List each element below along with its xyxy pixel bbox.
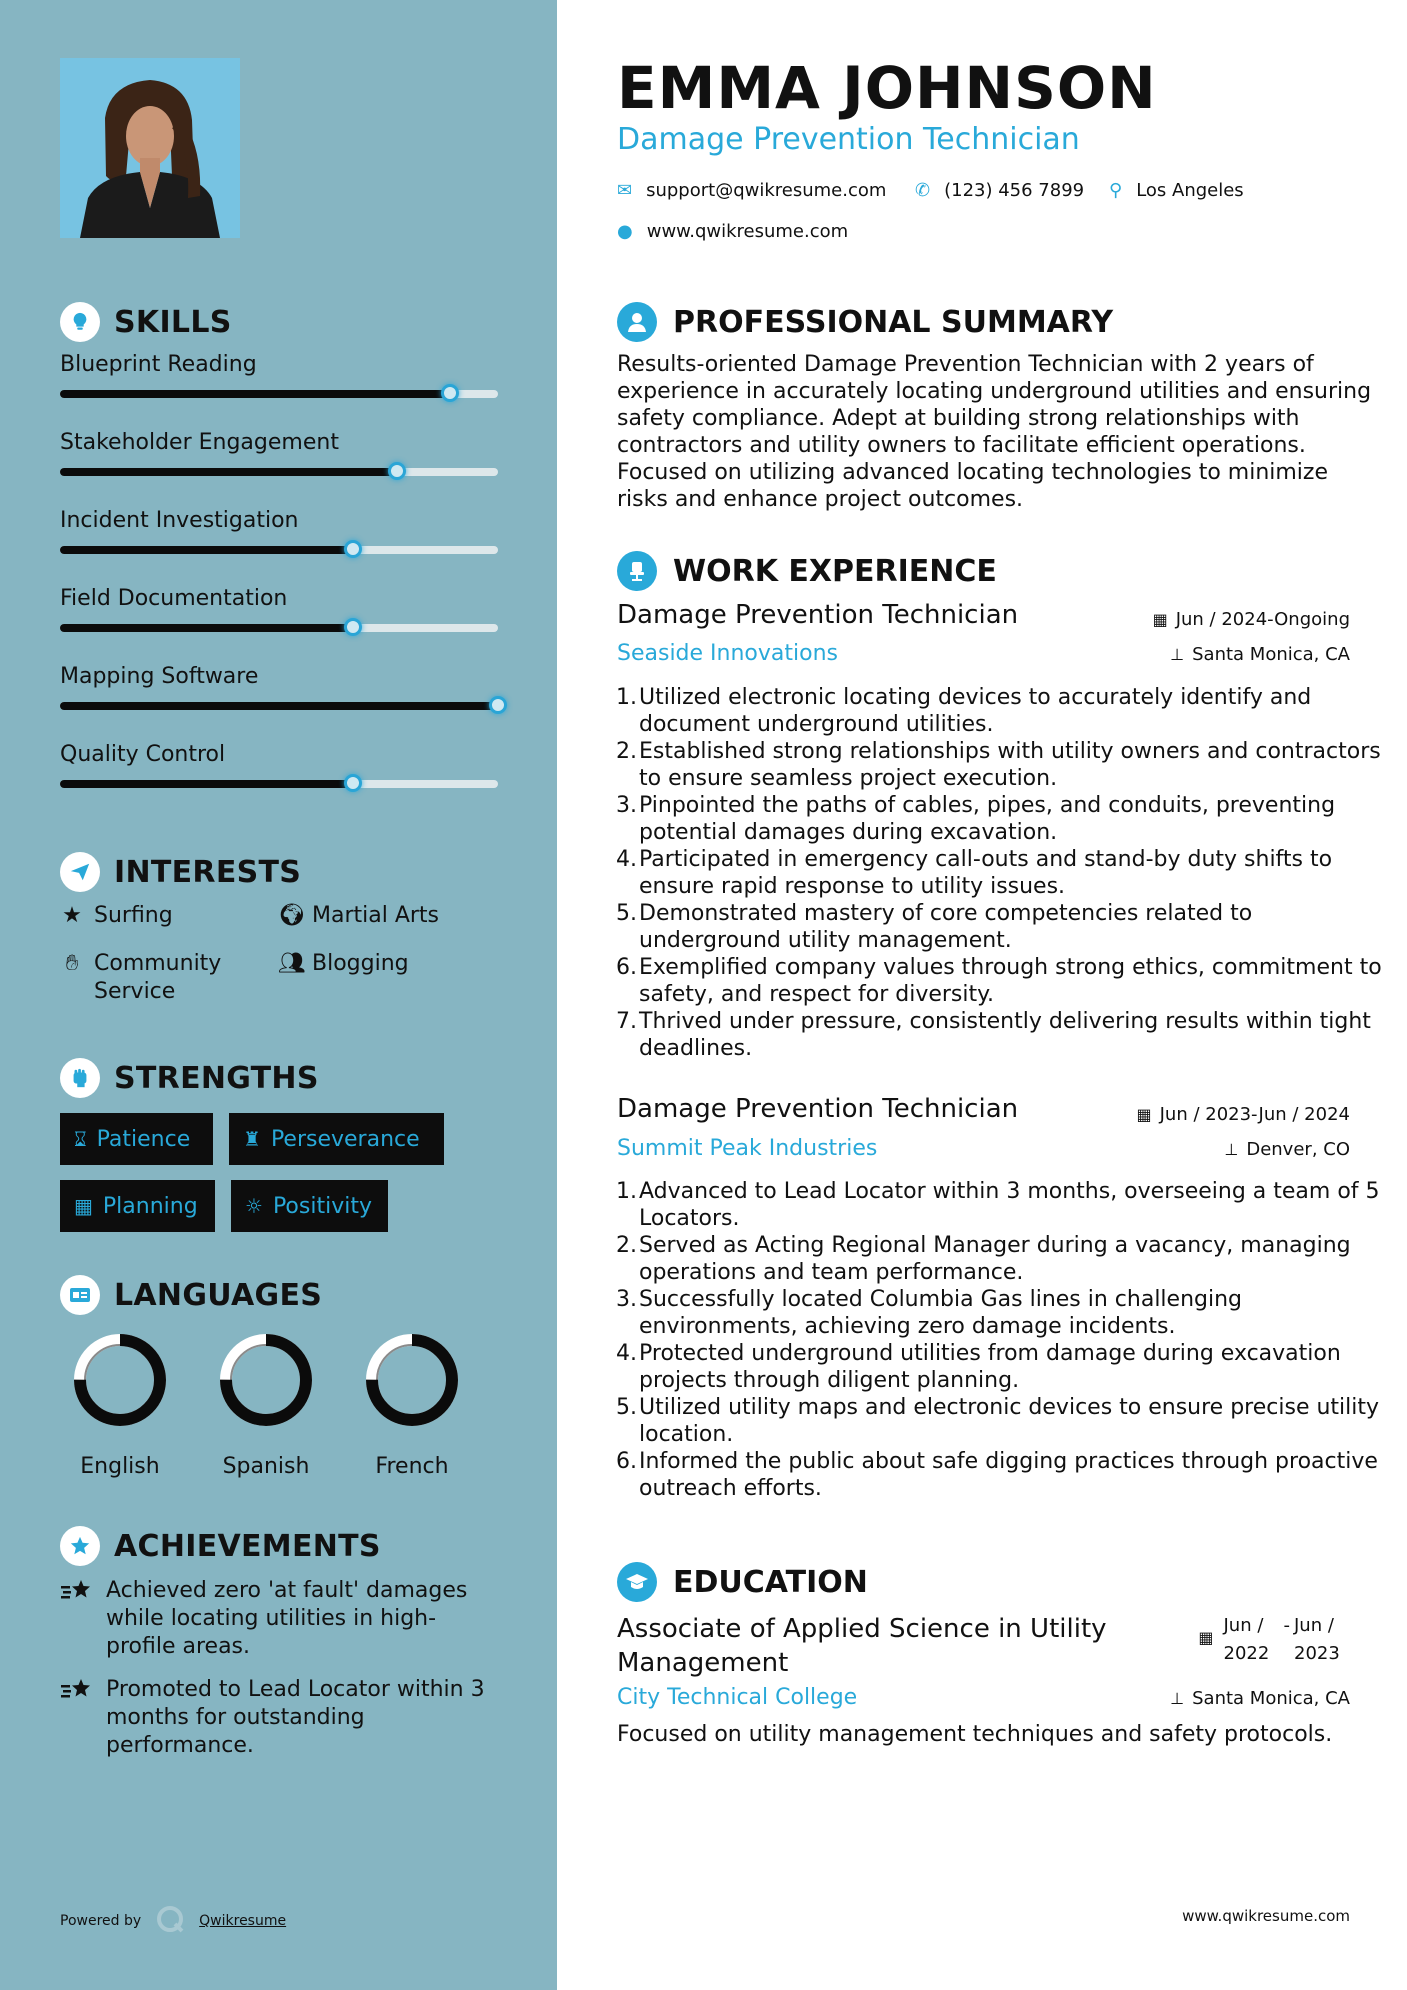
main-column — [557, 0, 1407, 1990]
skill-bar-track — [60, 780, 498, 788]
skill-bar-fill — [60, 624, 353, 632]
calendar-icon: ▦ — [74, 1194, 93, 1218]
skill-bar-knob — [441, 384, 459, 402]
skill-bar-knob — [344, 774, 362, 792]
strength-label: Patience — [96, 1126, 191, 1152]
interest-item — [278, 902, 439, 930]
achievement-text: Achieved zero 'at fault' damages while locating utilities in high-profile areas. — [106, 1578, 468, 1659]
experience-title: WORK EXPERIENCE — [673, 553, 997, 589]
interests-header — [60, 852, 301, 892]
languages-header — [60, 1275, 322, 1315]
list-item: 4. Participated in emergency call-outs and stand-by duty shifts to ensure rapid response to utility issues. — [612, 846, 1392, 900]
profile-photo — [60, 58, 240, 238]
duty-text: Established strong relationships with utility owners and contractors to ensure seamless project execution. — [639, 739, 1381, 791]
website-text: www.qwikresume.com — [646, 221, 849, 242]
job-dates-text: Jun / 2024-Ongoing — [1175, 609, 1350, 630]
duty-text: Demonstrated mastery of core competencies related to underground utility management. — [639, 901, 1253, 953]
graduation-cap-icon — [617, 1562, 657, 1602]
job-company: Seaside Innovations — [617, 641, 838, 666]
interest-item — [278, 950, 409, 978]
strength-label: Positivity — [272, 1193, 372, 1219]
summary-text: Results-oriented Damage Prevention Technician with 2 years of experience in accurately locating underground utilities and ensuring safety compliance. Adept at building strong relationships with contractors and utility owners to facilitate efficient operations. Focused on utilizing advanced locating technologies to minimize risks and enhance project outcomes. — [617, 352, 1372, 512]
list-item: 1. Utilized electronic locating devices to accurately identify and document underground utilities. — [612, 684, 1392, 738]
interest-label: Blogging — [312, 951, 409, 976]
calendar-icon: ▦ — [1198, 1628, 1214, 1647]
qwikresume-link[interactable]: Qwikresume — [199, 1913, 287, 1929]
list-item: 7. Thrived under pressure, consistently delivering results within tight deadlines. — [612, 1008, 1392, 1062]
list-item: 6. Informed the public about safe digging practices through proactive outreach efforts. — [612, 1448, 1392, 1502]
skill-bar-fill — [60, 702, 498, 710]
achievements-title: ACHIEVEMENTS — [114, 1528, 381, 1564]
degree-title: Associate of Applied Science in Utility Management — [617, 1614, 1107, 1678]
skill-bar-knob — [489, 696, 507, 714]
job-location — [1224, 1139, 1350, 1160]
skill-bar-fill — [60, 780, 353, 788]
list-item: 3. Pinpointed the paths of cables, pipes, and conduits, preventing potential damages during excavation. — [612, 792, 1392, 846]
email-text: support@qwikresume.com — [646, 180, 887, 201]
education-description: Focused on utility management techniques and safety protocols. — [617, 1722, 1333, 1747]
skill-bar-fill — [60, 468, 397, 476]
education-title: EDUCATION — [673, 1564, 868, 1600]
summary-title: PROFESSIONAL SUMMARY — [673, 304, 1114, 340]
footer-website[interactable]: www.qwikresume.com — [1182, 1907, 1350, 1925]
contact-email[interactable] — [617, 180, 886, 201]
job-title: Damage Prevention Technician — [617, 600, 1019, 630]
duty-text: Pinpointed the paths of cables, pipes, and conduits, preventing potential damages during excavation. — [639, 793, 1336, 845]
calendar-icon: ▦ — [1152, 610, 1168, 629]
envelope-icon: ✉ — [617, 180, 633, 201]
skill-item — [60, 352, 500, 377]
skill-bar-knob — [344, 540, 362, 558]
globe-icon: ● — [617, 221, 633, 242]
fist-icon — [60, 1058, 100, 1098]
pushpin-icon: ⊥ — [1170, 1689, 1185, 1708]
language-item — [206, 1332, 326, 1479]
languages-title: LANGUAGES — [114, 1277, 323, 1313]
skill-bar-knob — [344, 618, 362, 636]
skills-title: SKILLS — [114, 304, 232, 340]
skill-name: Blueprint Reading — [60, 352, 257, 377]
shooting-star-icon — [60, 1676, 96, 1760]
candidate-role: Damage Prevention Technician — [617, 122, 1080, 157]
job-title: Damage Prevention Technician — [617, 1094, 1019, 1124]
education-header — [617, 1562, 868, 1602]
education-date-separator: - — [1283, 1615, 1290, 1636]
skill-name: Stakeholder Engagement — [60, 430, 339, 455]
strength-chip — [229, 1113, 444, 1165]
skill-bar-track — [60, 702, 498, 710]
achievement-item — [60, 1676, 500, 1760]
language-donut — [72, 1332, 168, 1428]
star-icon: ★ — [62, 903, 82, 928]
pushpin-icon: ⊥ — [1224, 1140, 1239, 1159]
achievement-item — [60, 1577, 500, 1661]
contact-location — [1109, 180, 1244, 201]
binoculars-icon: ♜ — [243, 1127, 261, 1151]
contact-phone[interactable] — [915, 180, 1084, 201]
id-card-icon — [60, 1275, 100, 1315]
qwikresume-logo-icon — [155, 1904, 185, 1938]
duty-text: Advanced to Lead Locator within 3 months, overseeing a team of 5 Locators. — [639, 1179, 1380, 1231]
job-dates-text: Jun / 2023-Jun / 2024 — [1159, 1104, 1350, 1125]
strength-chip — [60, 1180, 215, 1232]
list-item: 1. Advanced to Lead Locator within 3 months, overseeing a team of 5 Locators. — [612, 1178, 1392, 1232]
achievements-header — [60, 1526, 381, 1566]
skill-bar-fill — [60, 390, 450, 398]
skill-bar-track — [60, 546, 498, 554]
education-dates — [1198, 1612, 1350, 1668]
experience-header — [617, 551, 997, 591]
list-item: 6. Exemplified company values through strong ethics, commitment to safety, and respect for diversity. — [612, 954, 1392, 1008]
skill-item — [60, 586, 500, 611]
pushpin-icon: ⊥ — [1170, 645, 1185, 664]
list-item: 2. Established strong relationships with utility owners and contractors to ensure seamless project execution. — [612, 738, 1392, 792]
lightbulb-icon — [60, 302, 100, 342]
strengths-title: STRENGTHS — [114, 1060, 319, 1096]
job-duties-list — [612, 1178, 1392, 1502]
strengths-header — [60, 1058, 319, 1098]
skill-item — [60, 664, 500, 689]
phone-text: (123) 456 7899 — [944, 180, 1085, 201]
award-star-icon — [60, 1526, 100, 1566]
job-dates — [1136, 1104, 1350, 1125]
interest-item — [60, 950, 221, 1006]
strength-label: Perseverance — [270, 1126, 420, 1152]
language-label: English — [80, 1454, 160, 1479]
phone-icon: ✆ — [915, 180, 931, 201]
list-item: 5. Demonstrated mastery of core competencies related to underground utility management. — [612, 900, 1392, 954]
skill-bar-knob — [388, 462, 406, 480]
job-location-text: Santa Monica, CA — [1192, 644, 1350, 665]
school-name: City Technical College — [617, 1685, 858, 1710]
location-text: Los Angeles — [1136, 180, 1244, 201]
language-label: French — [375, 1454, 449, 1479]
duty-text: Served as Acting Regional Manager during a vacancy, managing operations and team performance. — [639, 1233, 1351, 1285]
users-icon: 👥︎ — [278, 951, 306, 976]
duty-text: Informed the public about safe digging practices through proactive outreach efforts. — [639, 1449, 1378, 1501]
language-label: Spanish — [222, 1454, 310, 1479]
duty-text: Thrived under pressure, consistently delivering results within tight deadlines. — [639, 1009, 1371, 1061]
interest-label: Surfing — [94, 903, 173, 928]
duty-text: Utilized electronic locating devices to accurately identify and document underground utilities. — [639, 685, 1312, 737]
education-end: Jun / 2023 — [1294, 1615, 1340, 1664]
interest-label: Martial Arts — [312, 903, 440, 928]
strength-label: Planning — [102, 1193, 198, 1219]
interest-item — [60, 902, 173, 930]
globe-icon: 🌍︎ — [278, 903, 306, 928]
interest-label: Community Service — [94, 951, 222, 1004]
office-chair-icon — [617, 551, 657, 591]
map-pin-icon: ⚲ — [1109, 180, 1123, 201]
job-company: Summit Peak Industries — [617, 1136, 878, 1161]
duty-text: Protected underground utilities from damage during excavation projects through diligent planning. — [639, 1341, 1341, 1393]
paper-plane-icon — [60, 852, 100, 892]
job-location — [1170, 644, 1350, 665]
list-item: 4. Protected underground utilities from damage during excavation projects through diligent planning. — [612, 1340, 1392, 1394]
contact-website[interactable] — [617, 221, 848, 242]
sun-icon: ☼ — [245, 1194, 263, 1218]
skill-bar-track — [60, 624, 498, 632]
duty-text: Successfully located Columbia Gas lines in challenging environments, achieving zero damage incidents. — [639, 1287, 1243, 1339]
sidebar — [0, 0, 557, 1990]
list-item: 3. Successfully located Columbia Gas lines in challenging environments, achieving zero damage incidents. — [612, 1286, 1392, 1340]
calendar-icon: ▦ — [1136, 1105, 1152, 1124]
skill-item — [60, 508, 500, 533]
duty-text: Exemplified company values through strong ethics, commitment to safety, and respect for diversity. — [639, 955, 1382, 1007]
duty-text: Participated in emergency call-outs and stand-by duty shifts to ensure rapid response to utility issues. — [639, 847, 1333, 899]
list-item: 2. Served as Acting Regional Manager during a vacancy, managing operations and team performance. — [612, 1232, 1392, 1286]
education-start: Jun / 2022 — [1223, 1615, 1270, 1664]
shooting-star-icon — [60, 1577, 96, 1661]
language-item — [60, 1332, 180, 1479]
skill-item — [60, 430, 500, 455]
language-item — [352, 1332, 472, 1479]
skill-name: Quality Control — [60, 742, 226, 767]
language-donut — [364, 1332, 460, 1428]
skill-bar-fill — [60, 546, 353, 554]
achievement-text: Promoted to Lead Locator within 3 months for outstanding performance. — [106, 1677, 485, 1758]
summary-header — [617, 302, 1113, 342]
skill-name: Field Documentation — [60, 586, 288, 611]
strength-chip — [60, 1113, 213, 1165]
list-item: 5. Utilized utility maps and electronic devices to ensure precise utility location. — [612, 1394, 1392, 1448]
powered-by — [60, 1904, 286, 1938]
skill-bar-track — [60, 468, 498, 476]
candidate-name: EMMA JOHNSON — [617, 54, 1157, 122]
school-location-text: Santa Monica, CA — [1192, 1688, 1350, 1709]
job-location-text: Denver, CO — [1246, 1139, 1350, 1160]
skill-name: Incident Investigation — [60, 508, 299, 533]
skill-name: Mapping Software — [60, 664, 259, 689]
skills-header — [60, 302, 232, 342]
school-location — [1170, 1688, 1350, 1709]
job-dates — [1153, 609, 1350, 630]
skill-item — [60, 742, 500, 767]
strength-chip — [231, 1180, 388, 1232]
user-icon — [617, 302, 657, 342]
job-duties-list — [612, 684, 1392, 1062]
powered-by-label: Powered by — [60, 1913, 142, 1929]
language-donut — [218, 1332, 314, 1428]
skill-bar-track — [60, 390, 498, 398]
hourglass-icon: ⌛︎ — [74, 1127, 87, 1151]
interests-title: INTERESTS — [114, 854, 302, 890]
duty-text: Utilized utility maps and electronic devices to ensure precise utility location. — [639, 1395, 1380, 1447]
hand-icon: ✋︎ — [65, 951, 79, 976]
